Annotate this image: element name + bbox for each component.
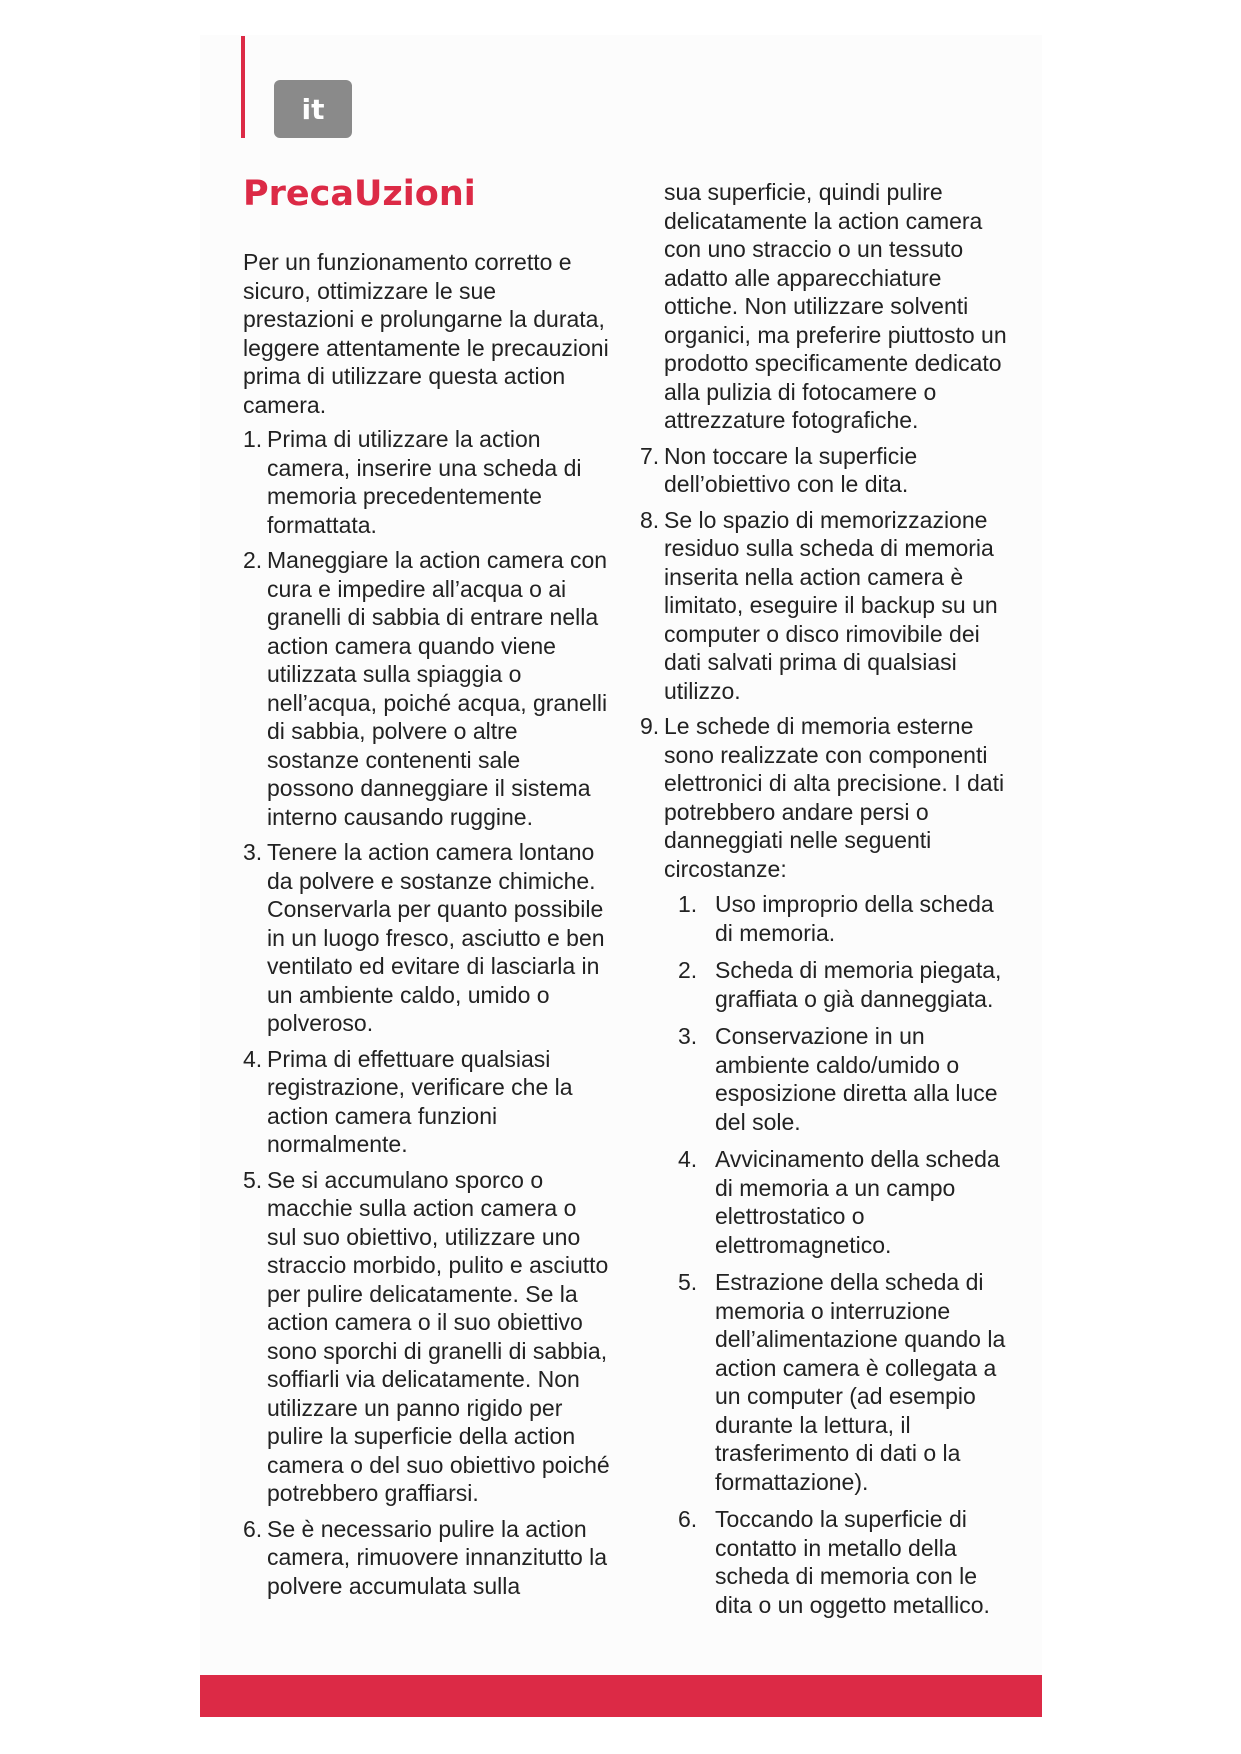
- sub-list-item: [678, 1268, 1010, 1496]
- sub-item-number: 2.: [678, 957, 698, 983]
- sub-list-item: [678, 956, 1010, 1013]
- list-item: [243, 838, 611, 1038]
- item-number: 5.: [243, 1166, 263, 1193]
- item-text: Prima di effettuare qualsiasi registrazione, verificare che la action camera funzioni normalmente.: [267, 1045, 573, 1157]
- sub-item-number: 4.: [678, 1146, 698, 1172]
- sub-item-number: 1.: [678, 891, 698, 917]
- item-number: 6.: [243, 1515, 263, 1542]
- sub-item-text: Uso improprio della scheda di memoria.: [715, 891, 994, 946]
- item-number: 3.: [243, 839, 263, 865]
- item-text: Le schede di memoria esterne sono realizzate con componenti elettronici di alta precisione. I dati potrebbero andare persi o danneggiati nelle seguenti circostanze:: [664, 713, 1005, 882]
- list-item: [640, 442, 1010, 499]
- sub-item-text: Avvicinamento della scheda di memoria a un campo elettrostatico o elettromagnetico.: [715, 1146, 1000, 1258]
- item-text: Se lo spazio di memorizzazione residuo sulla scheda di memoria inserita nella action camera è limitato, eseguire il backup su un computer o disco rimovibile dei dati salvati prima di qualsiasi utilizzo.: [664, 506, 998, 704]
- item-text: Maneggiare la action camera con cura e impedire all’acqua o ai granelli di sabbia di entrare nella action camera quando viene utilizzata sulla spiaggia o nell’acqua, poiché acqua, granelli di sabbia, polvere o altre sostanze contenenti sale possono danneggiare il sistema interno causando ruggine.: [267, 547, 608, 830]
- sub-list-item: [678, 1505, 1010, 1619]
- sub-item-text: Conservazione in un ambiente caldo/umido o esposizione diretta alla luce del sole.: [715, 1023, 998, 1135]
- item-number: 2.: [243, 547, 263, 573]
- item-number: 8.: [640, 506, 660, 533]
- list-item: [640, 712, 1010, 1619]
- sub-list-item: [678, 1022, 1010, 1136]
- sub-list-item: [678, 890, 1010, 947]
- list-item-continuation: [640, 178, 1010, 435]
- memory-card-risks-list: [664, 890, 1010, 1619]
- list-item: [243, 1515, 611, 1601]
- list-item: [243, 1045, 611, 1159]
- sub-item-text: Scheda di memoria piegata, graffiata o già danneggiata.: [715, 957, 1002, 1012]
- item-number: 9.: [640, 713, 660, 739]
- list-item: [243, 425, 611, 539]
- sub-item-number: 3.: [678, 1023, 698, 1049]
- left-column: [243, 248, 611, 1607]
- sub-item-text: Estrazione della scheda di memoria o interruzione dell’alimentazione quando la action camera è collegata a un computer (ad esempio durante la lettura, il trasferimento di dati o la formattazione).: [715, 1269, 1006, 1495]
- item-text: Se si accumulano sporco o macchie sulla action camera o sul suo obiettivo, utilizzare uno straccio morbido, pulito e asciutto per pulire delicatamente. Se la action camera o il suo obiettivo sono sporchi di granelli di sabbia, soffiarli via delicatamente. Non utilizzare un panno rigido per pulire la superficie della action camera o del suo obiettivo poiché potrebbero graffiarsi.: [267, 1166, 610, 1506]
- page-title: PrecaUzioni: [243, 174, 476, 214]
- header-accent-rule: [241, 36, 245, 138]
- right-column: [640, 178, 1010, 1628]
- item-number: 7.: [640, 442, 660, 469]
- item-number: 1.: [243, 426, 263, 452]
- sub-item-text: Toccando la superficie di contatto in metallo della scheda di memoria con le dita o un oggetto metallico.: [715, 1506, 990, 1618]
- list-item: [243, 1166, 611, 1508]
- list-item: [243, 546, 611, 831]
- sub-item-number: 5.: [678, 1269, 698, 1295]
- item-text: Se è necessario pulire la action camera, rimuovere innanzitutto la polvere accumulata sulla: [267, 1515, 608, 1599]
- list-item: [640, 506, 1010, 706]
- intro-paragraph: Per un funzionamento corretto e sicuro, ottimizzare le sue prestazioni e prolungarne la durata, leggere attentamente le precauzioni prima di utilizzare questa action camera.: [243, 249, 609, 418]
- precautions-list: [243, 425, 611, 1600]
- precautions-list-continued: [640, 178, 1010, 1619]
- footer-bar: [200, 1675, 1042, 1717]
- item-text: Prima di utilizzare la action camera, inserire una scheda di memoria precedentemente formattata.: [267, 426, 582, 538]
- item-text: sua superficie, quindi pulire delicatamente la action camera con uno straccio o un tessuto adatto alle apparecchiature ottiche. Non utilizzare solventi organici, ma preferire piuttosto un prodotto specificamente dedicato alla pulizia di fotocamere o attrezzature fotografiche.: [664, 179, 1007, 433]
- item-number: 4.: [243, 1045, 263, 1072]
- language-badge: it: [274, 80, 352, 138]
- sub-item-number: 6.: [678, 1506, 698, 1532]
- item-text: Non toccare la superficie dell’obiettivo con le dita.: [664, 442, 918, 497]
- item-text: Tenere la action camera lontano da polvere e sostanze chimiche. Conservarla per quanto possibile in un luogo fresco, asciutto e ben ventilato ed evitare di lasciarla in un ambiente caldo, umido o polveroso.: [267, 839, 605, 1036]
- sub-list-item: [678, 1145, 1010, 1259]
